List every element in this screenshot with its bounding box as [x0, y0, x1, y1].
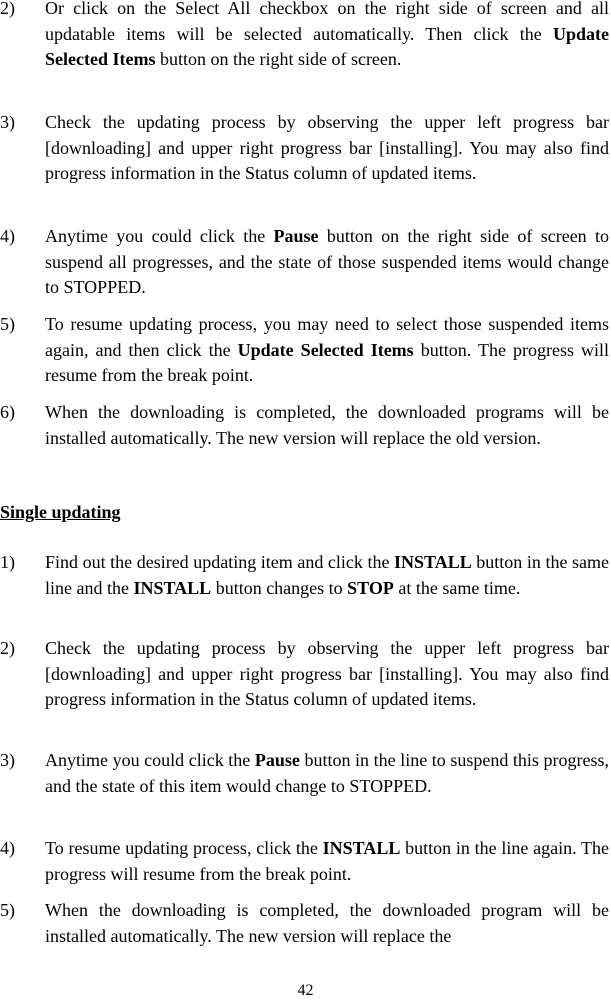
item-number: 6) — [0, 402, 15, 422]
item-text — [45, 836, 609, 887]
text-run: Anytime you could click the — [45, 750, 255, 770]
item-text — [45, 898, 609, 949]
item-text — [45, 636, 609, 713]
item-text — [45, 550, 609, 601]
text-run: button changes to — [211, 577, 348, 598]
item-number: 2) — [0, 638, 15, 658]
item-number: 4) — [0, 838, 15, 858]
ui-term-bold: Pause — [273, 226, 319, 246]
text-run: button. The progress will resume from the break point. — [45, 339, 609, 385]
text-run: Find out the desired updating item and click the — [45, 552, 395, 572]
page-number: 42 — [297, 982, 314, 999]
ui-term-bold: Update Selected Items — [45, 23, 609, 69]
text-run: To resume updating process, you may need to select those suspended items again, and then click the — [45, 314, 609, 360]
text-run: at the same time. — [393, 577, 521, 598]
text-run: Or click on the Select All checkbox on the right side of screen and all updatable items will be selected automatically. Then click the — [45, 0, 609, 44]
text-run: When the downloading is completed, the downloaded programs will be installed automatically. The new version will replace the old version. — [45, 402, 609, 448]
text-run: To resume updating process, click the — [45, 838, 323, 858]
item-number: 2) — [0, 0, 15, 18]
ui-term-bold: INSTALL — [322, 838, 401, 858]
item-number: 5) — [0, 900, 15, 920]
item-text — [45, 224, 609, 301]
text-run: Check the updating process by observing the upper left progress bar [downloading] and upper right progress bar [installing]. You may also find progress information in the Status column of updated items. — [45, 638, 609, 709]
ui-term-bold: Update Selected Items — [237, 339, 414, 360]
text-run: button in the same line and the — [45, 552, 609, 598]
item-number: 5) — [0, 314, 15, 334]
item-number: 3) — [0, 750, 15, 770]
item-number: 3) — [0, 112, 15, 132]
text-run: Anytime you could click the — [45, 226, 274, 246]
item-text — [45, 400, 609, 451]
item-text — [45, 748, 609, 799]
text-run: button in the line again. The progress will resume from the break point. — [45, 838, 609, 884]
item-text — [45, 0, 609, 73]
ui-term-bold: Pause — [254, 750, 300, 770]
ui-term-bold: STOP — [347, 577, 394, 598]
item-text — [45, 312, 609, 389]
text-run: button on the right side of screen to suspend all progresses, and the state of those suspended items would change to STOPPED. — [45, 226, 609, 297]
section-heading: Single updating — [0, 502, 121, 522]
text-run: Check the updating process by observing the upper left progress bar [downloading] and upper right progress bar [installing]. You may also find progress information in the Status column of updated items. — [45, 112, 609, 183]
ui-term-bold: INSTALL — [133, 577, 212, 598]
text-run: button on the right side of screen. — [155, 49, 402, 69]
text-run: When the downloading is completed, the downloaded program will be installed automatically. The new version will replace the — [45, 900, 609, 946]
text-run: button in the line to suspend this progress, and the state of this item would change to STOPPED. — [45, 750, 610, 796]
ui-term-bold: INSTALL — [394, 552, 472, 572]
item-number: 1) — [0, 552, 15, 572]
item-number: 4) — [0, 226, 15, 246]
item-text — [45, 110, 609, 187]
